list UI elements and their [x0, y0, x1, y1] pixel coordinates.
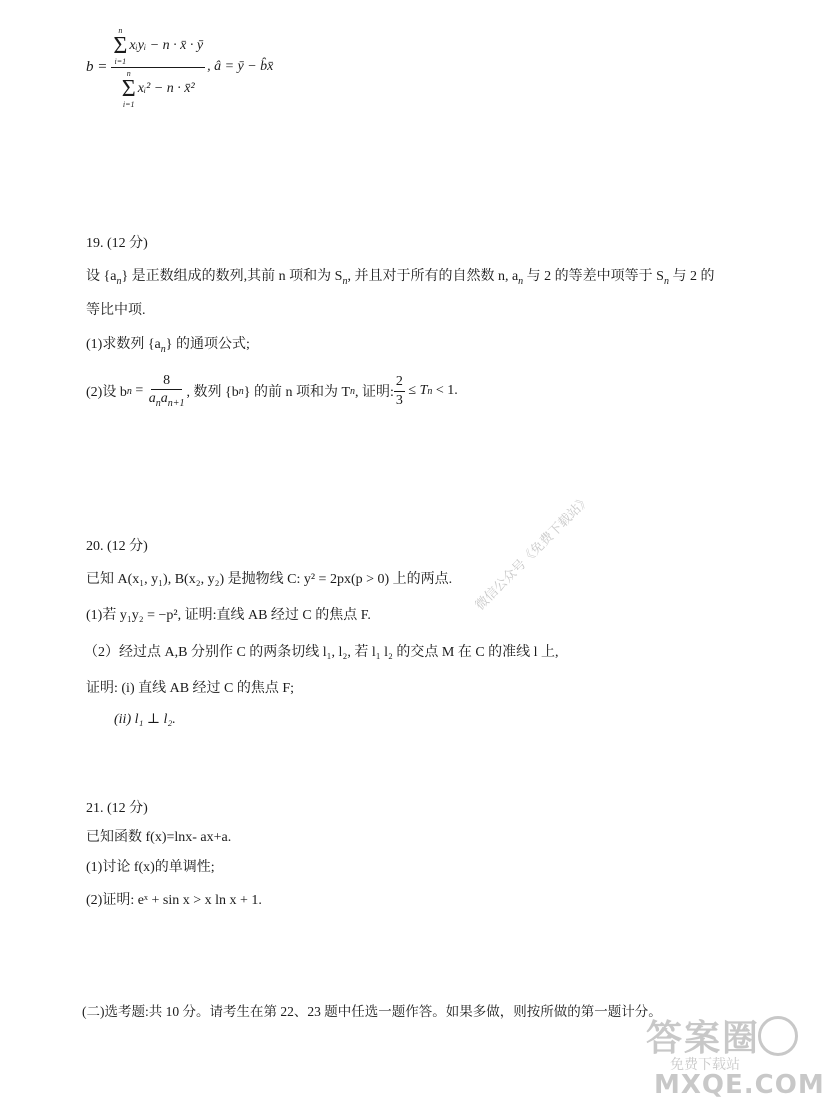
sum-symbol: n Σ i=1 [113, 25, 128, 66]
b-lhs: b = [86, 58, 108, 75]
q20-part2: （2）经过点 A,B 分别作 C 的两条切线 l₁, l₂, 若 l₁ l₂ 的交点 M 在 C 的准线 l 上, [84, 645, 559, 660]
q21-header: 21. (12 分) [86, 801, 148, 816]
q21-part2: (2)证明: eˣ + sin x > x ln x + 1. [86, 893, 262, 908]
corner-sub-text: 免费下载站 [670, 1057, 740, 1073]
denominator: xᵢ² − n · x̄² [137, 80, 195, 96]
corner-logo-watermark [640, 1010, 825, 1100]
q20-part2-prove: 证明: (i) 直线 AB 经过 C 的焦点 F; [86, 681, 295, 696]
numerator: xᵢyᵢ − n · x̄ · ȳ [129, 37, 204, 53]
q19-part2: (2)设 b n = $\frac{8}{a_na_{n+1}}$ , 数列 {b n } 的前 n 项和为 T n , 证明: $\frac{2}{3}$ ≤ T n < 1. [86, 373, 458, 409]
q21-part1: (1)讨论 f(x)的单调性; [86, 860, 215, 875]
q20-header: 20. (12 分) [86, 539, 148, 554]
two-thirds: $\frac{2}{3}$ [395, 373, 403, 408]
a-hat-formula: , â = ȳ − b̂x̄ [207, 59, 274, 74]
b-fraction [111, 26, 205, 109]
q19-header: 19. (12 分) [86, 236, 148, 251]
q19-intro-line2: 等比中项. [86, 303, 146, 318]
q20-part2-ii: (ii) l₁ ⊥ l₂. [114, 712, 176, 727]
diagonal-watermark: 微信公众号《免费下载站》 [472, 492, 594, 614]
q20-intro: 已知 A(x₁, y₁), B(x₂, y₂) 是抛物线 C: y² = 2px(p > 0) 上的两点. [86, 572, 453, 587]
corner-site-text: MXQE.COM [654, 1070, 825, 1100]
circle-logo-icon [758, 1016, 798, 1056]
b-n-fraction: $\frac{8}{a_na_{n+1}}$ [148, 373, 185, 409]
q21-intro: 已知函数 f(x)=lnx- ax+a. [86, 830, 232, 845]
q19-intro: 设 $\{a_n\}$ 是正数组成的数列,其前 n 项和为 $S_n$, 并且对于所有的自然数 n, $a_n$ 与 2 的等差中项等于 $S_n$ 与 2 的 [86, 269, 715, 287]
corner-logo-text: 答案圈 [646, 1018, 761, 1059]
q19-part1: (1)求数列 $\{a_n\}$ 的通项公式; [86, 337, 250, 355]
regression-formula [86, 22, 273, 112]
optional-section-note: (二)选考题:共 10 分。请考生在第 22、23 题中任选一题作答。如果多做，则按所做的第一题计分。 [82, 1004, 662, 1019]
q20-part1: (1)若 y₁y₂ = −p², 证明:直线 AB 经过 C 的焦点 F. [86, 608, 371, 623]
sum-symbol: n Σ i=1 [121, 68, 136, 109]
